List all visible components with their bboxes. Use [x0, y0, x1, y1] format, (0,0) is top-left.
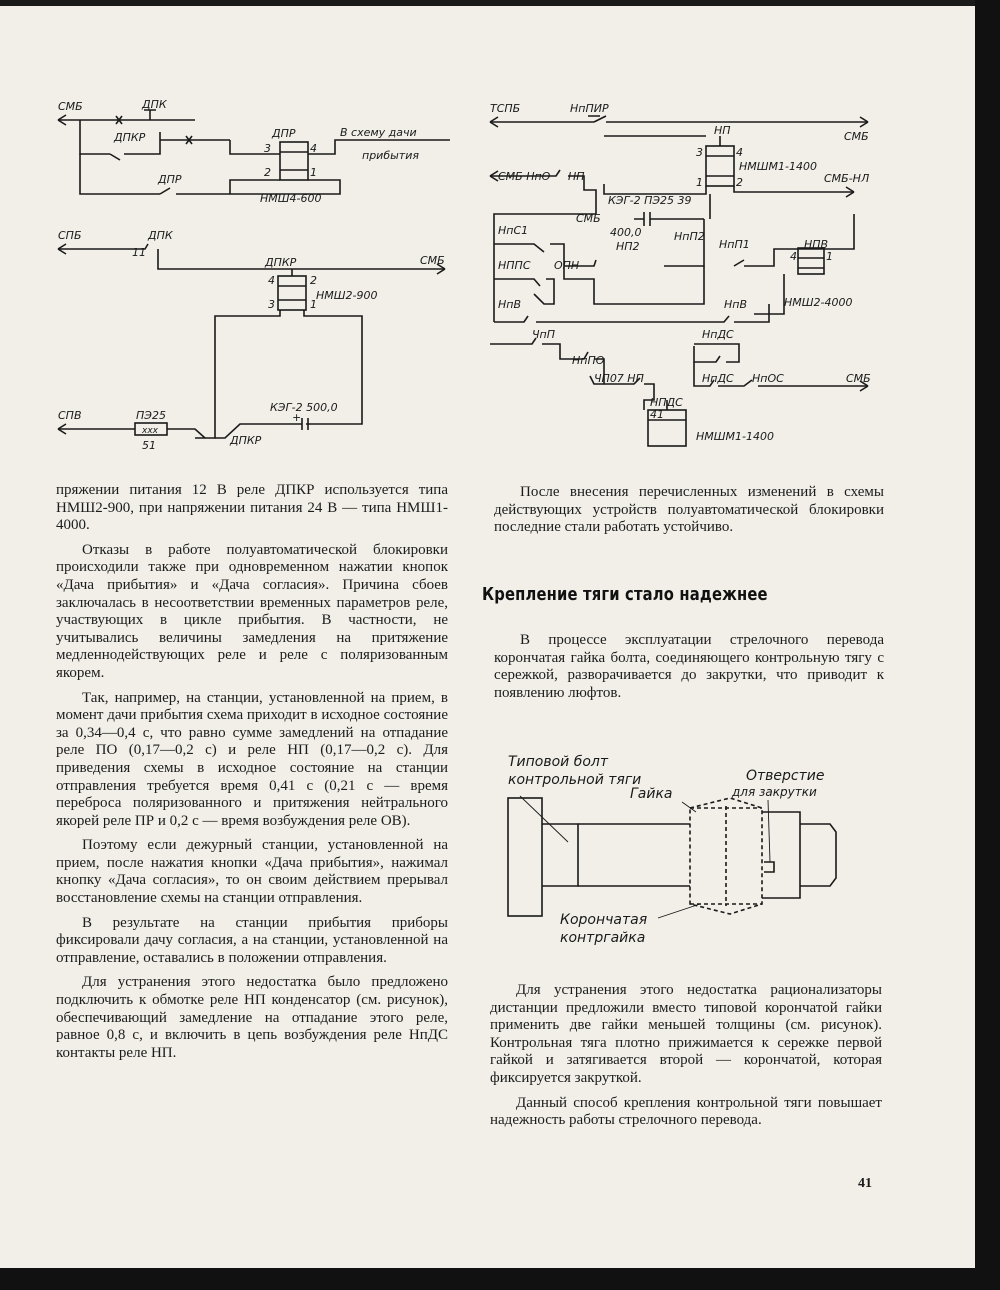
- svg-text:ЧпП: ЧпП: [532, 328, 556, 341]
- svg-text:КЭГ-2 ПЭ25 39: КЭГ-2 ПЭ25 39: [608, 194, 692, 207]
- svg-text:НпДС: НпДС: [702, 372, 734, 385]
- svg-text:НМШМ1-1400: НМШМ1-1400: [696, 430, 774, 443]
- svg-text:400,0: 400,0: [610, 226, 642, 239]
- svg-text:СПВ: СПВ: [58, 409, 82, 422]
- paragraph: Данный способ крепления контрольной тяги повышает надежность работы стрелочного перевода.: [490, 1094, 882, 1129]
- svg-text:НпП1: НпП1: [719, 238, 750, 251]
- paragraph: В результате на станции прибытия приборы фиксировали дачу согласия, а на станции, установленной на отправление, оставались в положении отправления.: [56, 914, 448, 966]
- svg-text:для закрутки: для закрутки: [732, 785, 817, 799]
- page-number: 41: [858, 1176, 872, 1191]
- svg-text:ОПН: ОПН: [554, 259, 580, 272]
- svg-text:НП2: НП2: [616, 240, 640, 253]
- svg-text:2: 2: [736, 176, 743, 189]
- svg-text:контргайка: контргайка: [560, 930, 646, 946]
- svg-text:СМБ-НЛ: СМБ-НЛ: [824, 172, 870, 185]
- bolt-figure: [500, 746, 880, 946]
- paragraph: Для устранения этого недостатка рационализаторы дистанции предложили вместо типовой корончатой гайки применить две гайки меньшей толщины (см. рисунок). Контрольная тяга плотно прижимается к сережке первой гайкой и затягивается второй — корончатой, которая фиксируется закруткой.: [490, 982, 882, 1086]
- svg-text:ПЭ25: ПЭ25: [136, 409, 166, 422]
- svg-text:41: 41: [650, 408, 664, 421]
- svg-text:СПБ: СПБ: [58, 229, 82, 242]
- svg-text:НПВ: НПВ: [804, 238, 829, 251]
- paragraph: Поэтому если дежурный станции, установленной на прием, после нажатия кнопки «Дача прибытия», нажимал кнопку «Дача согласия», то он своим действием прерывал восстановление схемы на станции отправления.: [56, 837, 448, 907]
- svg-text:ххх: ххх: [142, 426, 158, 436]
- paragraph: Так, например, на станции, установленной на прием, в момент дачи прибытия схема приходит в исходное состояние за 0,34—0,4 с, что равно сумме замедлений на отпадание реле ПО (0,17—0,2 с) и реле НП (0,17—0,2 с). Для приведения схемы в исходное состояние на станции отправления требуется время 0,41 с (0,21 с — время переброса поляризованного и притяжения нейтрального якорей реле ПР и 0,2 с — время возбуждения реле ОВ).: [56, 689, 448, 829]
- svg-text:1: 1: [310, 166, 317, 179]
- svg-text:СМБ: СМБ: [576, 212, 601, 225]
- paragraph: Для устранения этого недостатка было предложено подключить к обмотке реле НП конденсатор (см. рисунок), обеспечивающий замедление на отпадание этого реле, равное 0,8 с, и включить в цепь возбуждения реле НпДС контакты реле НП.: [56, 974, 448, 1061]
- svg-text:ДПКР: ДПКР: [230, 434, 262, 447]
- svg-text:НпПО: НпПО: [572, 354, 605, 367]
- svg-text:прибытия: прибытия: [362, 149, 419, 162]
- svg-text:СМБ: СМБ: [846, 372, 871, 385]
- svg-text:Типовой болт: Типовой болт: [508, 754, 609, 770]
- svg-text:+: +: [292, 411, 302, 424]
- magazine-page: [0, 6, 975, 1268]
- paragraph: Отказы в работе полуавтоматической блокировки происходили также при одновременном нажатии кнопок «Дача прибытия» и «Дача согласия». Причина сбоев заключалась в несоответствии временных параметров реле, участвующих в цикле прибытия. В частности, не учитывались величины замедления на притяжение медленнодействующих реле и реле с поляризованным якорем.: [56, 541, 448, 681]
- scan-border-right: [975, 0, 1000, 1290]
- svg-text:В схему дачи: В схему дачи: [340, 126, 417, 139]
- svg-text:2: 2: [310, 274, 317, 287]
- svg-text:3: 3: [696, 146, 703, 159]
- scan-border-bottom: [0, 1268, 1000, 1290]
- right-text-mid: [494, 632, 884, 709]
- svg-text:ДПР: ДПР: [158, 173, 182, 186]
- svg-text:2: 2: [264, 166, 271, 179]
- paragraph: В процессе эксплуатации стрелочного перевода корончатая гайка болта, соединяющего контрольную тягу с сережкой, разворачивается до закрутки, что приводит к появлению люфтов.: [494, 632, 884, 701]
- left-circuit-diagram: [50, 94, 470, 454]
- svg-text:НППС: НППС: [498, 259, 531, 272]
- svg-text:ДПР: ДПР: [272, 127, 296, 140]
- svg-text:1: 1: [310, 298, 317, 311]
- svg-text:НпВ: НпВ: [724, 298, 748, 311]
- svg-text:ТСПБ: ТСПБ: [490, 102, 521, 115]
- svg-text:НпДС: НпДС: [702, 328, 734, 341]
- article-heading: Крепление тяги стало надежнее: [482, 584, 768, 605]
- svg-text:ДПК: ДПК: [142, 98, 167, 111]
- svg-text:51: 51: [142, 439, 156, 452]
- svg-text:СМБ: СМБ: [420, 254, 445, 267]
- svg-text:НМШ2-4000: НМШ2-4000: [784, 296, 853, 309]
- svg-text:СМБ: СМБ: [844, 130, 869, 143]
- svg-text:3: 3: [264, 142, 271, 155]
- right-circuit-diagram: [484, 94, 894, 456]
- svg-text:4: 4: [736, 146, 743, 159]
- svg-text:НпПИР: НпПИР: [570, 102, 609, 115]
- paragraph: После внесения перечисленных изменений в схемы действующих устройств полуавтоматической блокировки последние стали работать устойчиво.: [494, 484, 884, 536]
- svg-text:11: 11: [132, 246, 146, 259]
- svg-text:Отверстие: Отверстие: [746, 768, 825, 784]
- right-text-bottom: [490, 982, 882, 1137]
- svg-text:ДПК: ДПК: [148, 229, 173, 242]
- svg-text:КЭГ-2 500,0: КЭГ-2 500,0: [270, 401, 338, 414]
- svg-text:НпП2: НпП2: [674, 230, 705, 243]
- svg-text:1: 1: [826, 250, 833, 263]
- svg-text:ДПКР: ДПКР: [114, 131, 146, 144]
- svg-text:НпС1: НпС1: [498, 224, 529, 237]
- svg-text:ЧП07 НП: ЧП07 НП: [594, 372, 644, 385]
- svg-text:НПДС: НПДС: [650, 396, 683, 409]
- svg-text:СМБ НпО: СМБ НпО: [498, 170, 551, 183]
- svg-text:НМШМ1-1400: НМШМ1-1400: [739, 160, 817, 173]
- svg-text:1: 1: [696, 176, 703, 189]
- svg-text:НМШ4-600: НМШ4-600: [260, 192, 322, 205]
- paragraph: пряжении питания 12 В реле ДПКР используется типа НМШ2-900, при напряжении питания 24 В — типа НМШ1-4000.: [56, 482, 448, 534]
- left-text-column: [56, 482, 448, 1069]
- svg-text:СМБ: СМБ: [58, 100, 83, 113]
- svg-text:НпВ: НпВ: [498, 298, 522, 311]
- svg-text:НП: НП: [568, 170, 585, 183]
- svg-text:4: 4: [268, 274, 275, 287]
- svg-text:4: 4: [310, 142, 317, 155]
- svg-text:НМШ2-900: НМШ2-900: [316, 289, 378, 302]
- svg-text:НП: НП: [714, 124, 731, 137]
- svg-text:4: 4: [790, 250, 797, 263]
- svg-text:ДПКР: ДПКР: [265, 256, 297, 269]
- svg-text:НпОС: НпОС: [752, 372, 784, 385]
- svg-text:3: 3: [268, 298, 275, 311]
- right-text-top: [494, 484, 884, 544]
- svg-text:Гайка: Гайка: [630, 786, 673, 802]
- svg-text:Корончатая: Корончатая: [560, 912, 648, 928]
- svg-text:контрольной тяги: контрольной тяги: [508, 772, 642, 788]
